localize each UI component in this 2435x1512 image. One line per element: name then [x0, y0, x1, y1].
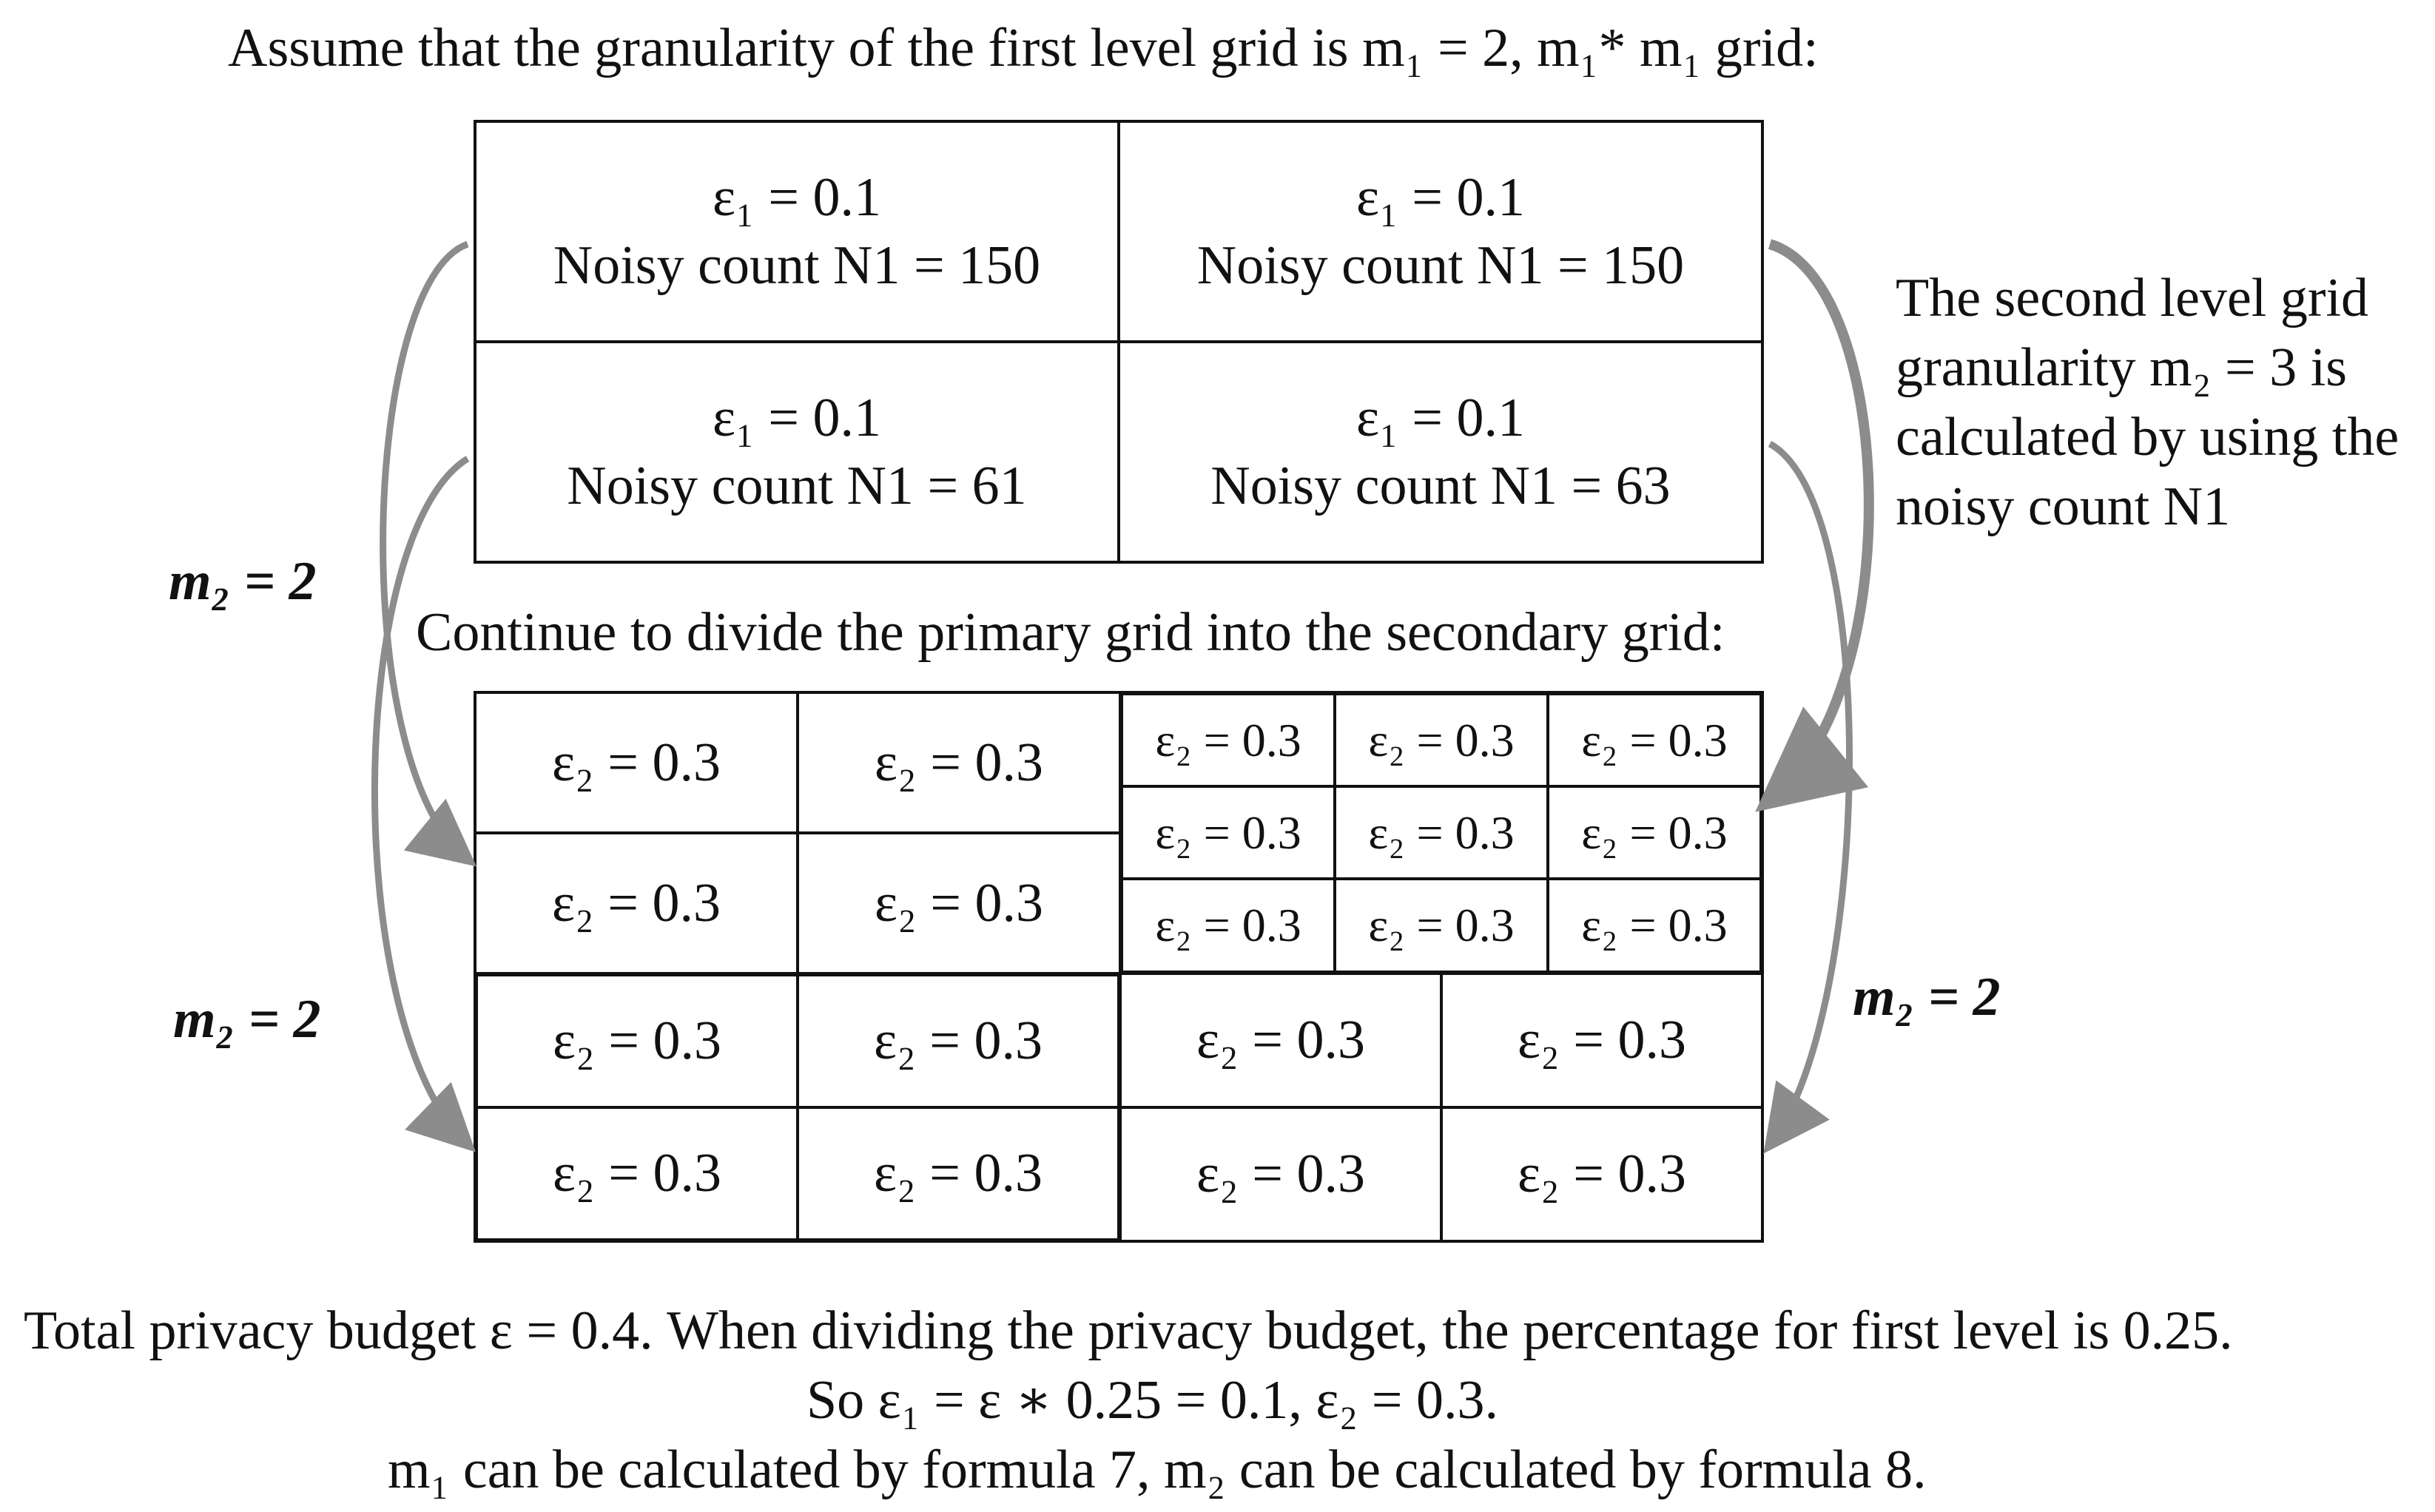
- eps2-cell: ε₂ = 0.3: [1121, 693, 1335, 786]
- footer-line-2: So ε₁ = ε ∗ 0.25 = 0.1, ε₂ = 0.3.: [806, 1370, 1498, 1431]
- m2-label-left-bottom: m₂ = 2: [173, 989, 321, 1050]
- header-text: Assume that the granularity of the first level grid is m₁ = 2, m₁* m₁ grid:: [228, 18, 1819, 78]
- eps2-cell: ε₂ = 0.3: [798, 833, 1120, 973]
- eps2-cell: ε₂ = 0.3: [1548, 879, 1762, 973]
- eps1-label: ε₁ = 0.1: [712, 166, 882, 228]
- eps2-cell: ε₂ = 0.3: [1121, 879, 1335, 973]
- middle-caption: Continue to divide the primary grid into the secondary grid:: [416, 602, 1725, 663]
- eps2-cell: ε₂ = 0.3: [1121, 786, 1335, 879]
- noisy-count: Noisy count N1 = 150: [1196, 235, 1685, 296]
- eps2-cell: ε₂ = 0.3: [798, 692, 1120, 833]
- noisy-count: Noisy count N1 = 63: [1210, 456, 1671, 516]
- side-note-line: calculated by using the: [1896, 407, 2399, 468]
- m2-label-right: m₂ = 2: [1853, 967, 2001, 1027]
- eps2-cell: ε₂ = 0.3: [1335, 879, 1548, 973]
- eps2-cell: ε₂ = 0.3: [1441, 1107, 1762, 1241]
- eps2-cell: ε₂ = 0.3: [798, 974, 1119, 1107]
- arrow-left-bottom: [374, 459, 468, 1143]
- eps2-cell: ε₂ = 0.3: [1335, 786, 1548, 879]
- m2-label-left-top: m₂ = 2: [169, 551, 317, 612]
- side-note-line: noisy count N1: [1896, 476, 2231, 537]
- eps1-label: ε₁ = 0.1: [1355, 166, 1526, 228]
- eps2-cell: ε₂ = 0.3: [1120, 973, 1441, 1107]
- eps2-cell: ε₂ = 0.3: [798, 1107, 1119, 1241]
- side-note-line: granularity m₂ = 3 is: [1896, 337, 2348, 398]
- eps2-cell: ε₂ = 0.3: [1548, 693, 1762, 786]
- side-note-line: The second level grid: [1896, 268, 2369, 328]
- arrow-left-top: [383, 244, 468, 858]
- noisy-count: Noisy count N1 = 150: [553, 235, 1041, 296]
- eps1-label: ε₁ = 0.1: [712, 387, 882, 448]
- eps2-cell: ε₂ = 0.3: [476, 974, 798, 1107]
- footer-line-1: Total privacy budget ε = 0.4. When dividing the privacy budget, the percentage for first level is 0.25.: [24, 1300, 2233, 1361]
- footer-line-3: m₁ can be calculated by formula 7, m₂ can be calculated by formula 8.: [388, 1440, 1927, 1500]
- eps2-cell: ε₂ = 0.3: [1548, 786, 1762, 879]
- eps2-cell: ε₂ = 0.3: [1335, 693, 1548, 786]
- noisy-count: Noisy count N1 = 61: [567, 456, 1027, 516]
- eps2-cell: ε₂ = 0.3: [1441, 973, 1762, 1107]
- eps1-label: ε₁ = 0.1: [1355, 387, 1526, 448]
- eps2-cell: ε₂ = 0.3: [476, 1107, 798, 1241]
- eps2-cell: ε₂ = 0.3: [1120, 1107, 1441, 1241]
- eps2-cell: ε₂ = 0.3: [475, 692, 798, 833]
- eps2-cell: ε₂ = 0.3: [475, 833, 798, 973]
